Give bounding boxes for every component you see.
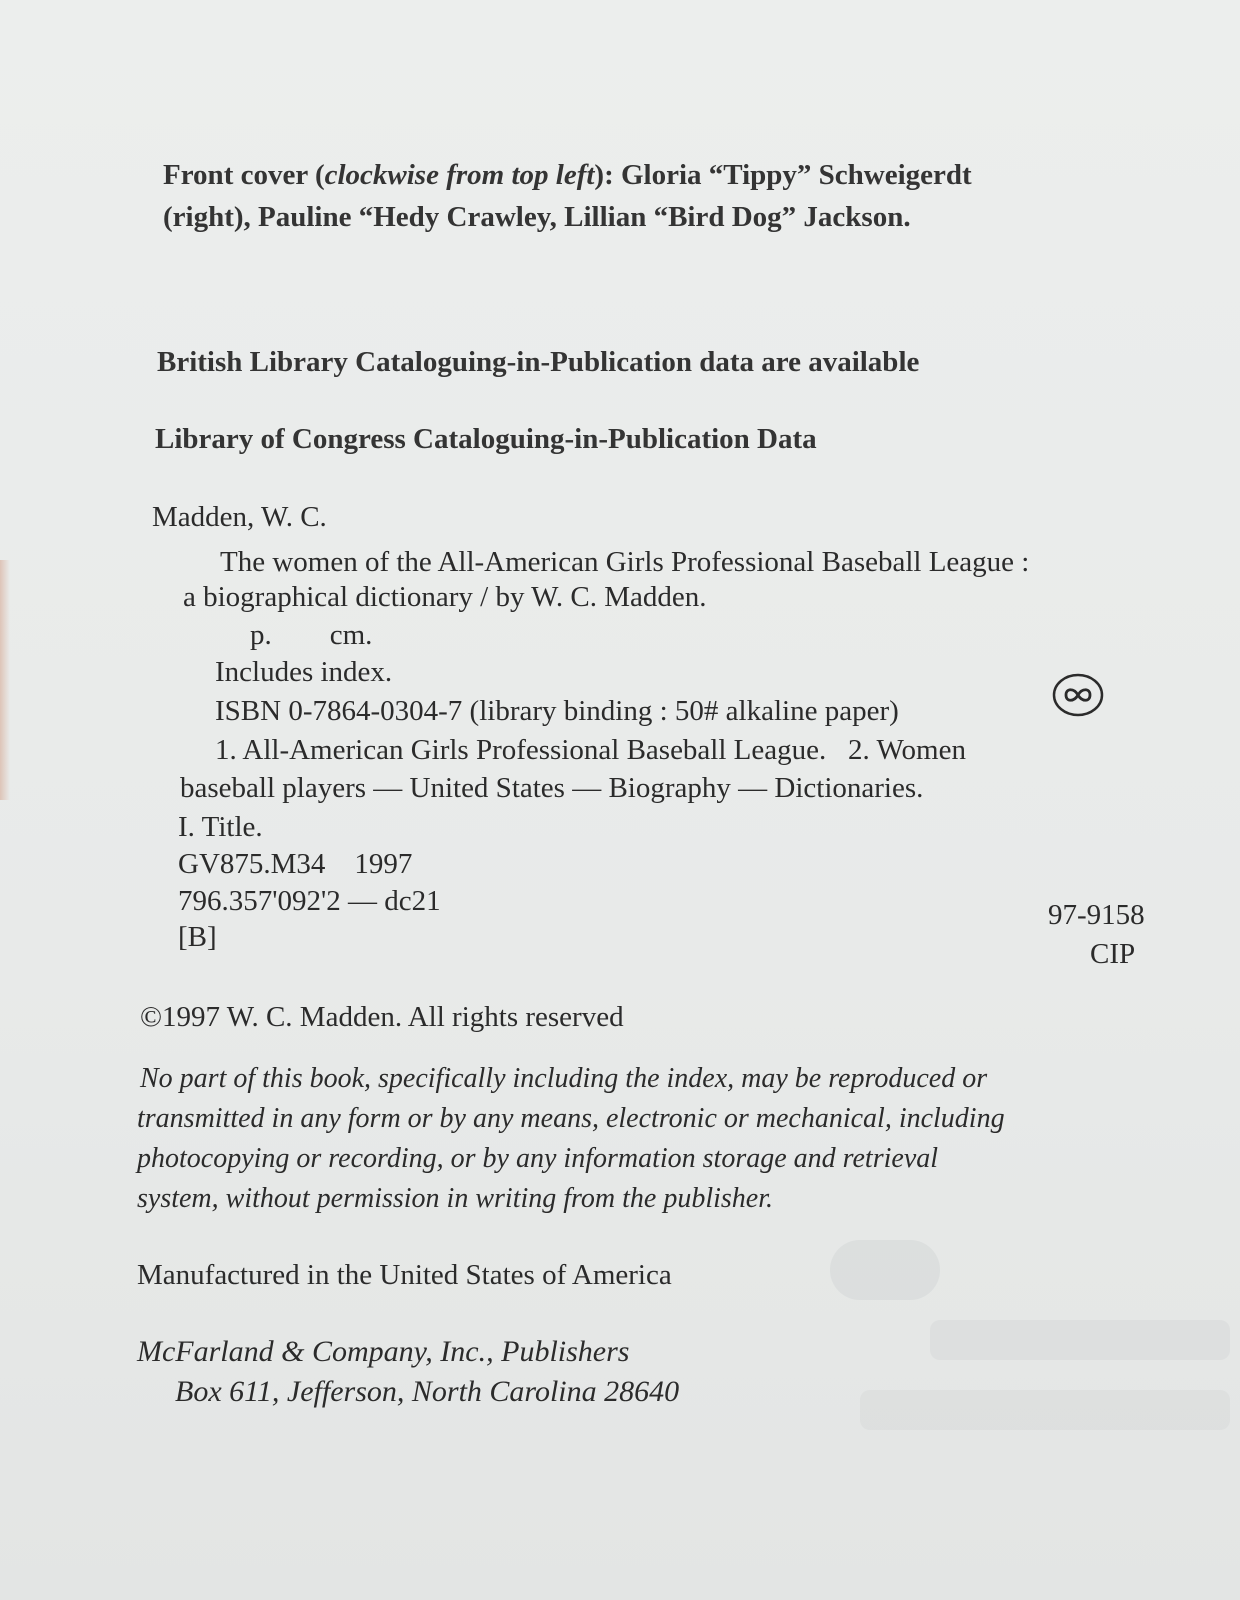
manufactured-line: Manufactured in the United States of America [137, 1259, 672, 1291]
show-through-mark [860, 1390, 1230, 1430]
cip-b: [B] [178, 921, 217, 953]
cip-isbn: ISBN 0-7864-0304-7 (library binding : 50# alkaline paper) [215, 695, 899, 727]
front-cover-italic: clockwise from top left [324, 159, 595, 191]
cip-subjects-line-2: baseball players — United States — Biography — Dictionaries. [180, 772, 924, 804]
cip-dewey: 796.357'092'2 — dc21 [178, 885, 441, 917]
show-through-mark [930, 1320, 1230, 1360]
cip-title-line-1: The women of the All-American Girls Professional Baseball League : [220, 546, 1030, 578]
copyright-line: ©1997 W. C. Madden. All rights reserved [140, 1001, 624, 1033]
front-cover-credit-line-1 [163, 158, 972, 192]
cip-lccn: 97-9158 [1048, 899, 1145, 931]
cip-title-line-2: a biographical dictionary / by W. C. Madden. [183, 581, 707, 613]
publisher-address: Box 611, Jefferson, North Carolina 28640 [175, 1375, 680, 1408]
cip-label: CIP [1090, 938, 1136, 970]
page-edge-shadow [0, 560, 10, 800]
loc-heading: Library of Congress Cataloguing-in-Publication Data [155, 423, 817, 455]
rights-line-3: photocopying or recording, or by any information storage and retrieval [137, 1143, 939, 1174]
front-cover-text: ): Gloria “Tippy” Schweigerdt [594, 159, 972, 191]
cip-includes: Includes index. [215, 656, 393, 688]
rights-line-2: transmitted in any form or by any means, electronic or mechanical, including [137, 1103, 1005, 1134]
cip-p-cm: p. cm. [250, 619, 373, 651]
rights-line-1: No part of this book, specifically including the index, may be reproduced or [140, 1063, 988, 1094]
cip-subjects-line-1: 1. All-American Girls Professional Baseball League. 2. Women [215, 734, 966, 766]
cip-call-number: GV875.M34 1997 [178, 848, 413, 880]
show-through-mark [830, 1240, 940, 1300]
infinity-icon [1052, 672, 1104, 718]
cip-author: Madden, W. C. [152, 501, 327, 533]
front-cover-label: Front cover ( [163, 159, 325, 191]
british-library-note: British Library Cataloguing-in-Publication data are available [157, 346, 920, 378]
rights-line-4: system, without permission in writing from the publisher. [137, 1183, 773, 1214]
cip-i-title: I. Title. [178, 811, 263, 843]
front-cover-credit-line-2: (right), Pauline “Hedy Crawley, Lillian “Bird Dog” Jackson. [163, 201, 911, 233]
publisher-name: McFarland & Company, Inc., Publishers [137, 1335, 630, 1368]
